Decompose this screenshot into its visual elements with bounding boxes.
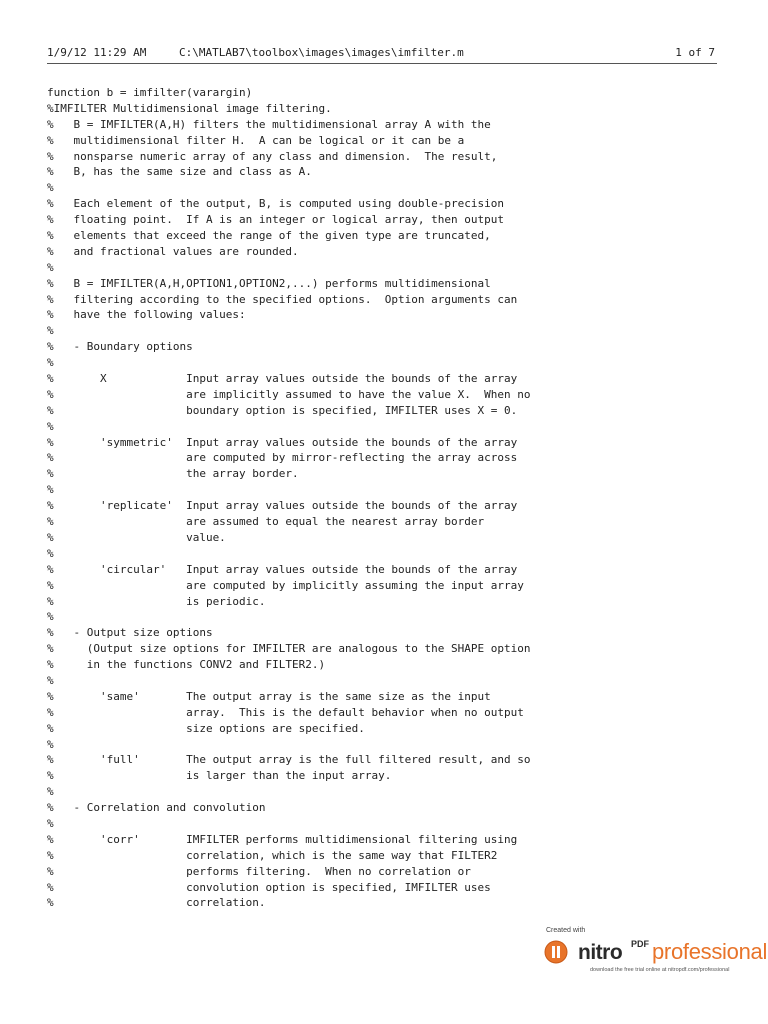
code-line: % (Output size options for IMFILTER are analogous to the SHAPE option — [47, 642, 531, 656]
code-line: % elements that exceed the range of the given type are truncated, — [47, 229, 491, 243]
code-line: % 'same' The output array is the same size as the input — [47, 689, 491, 703]
code-line: % B, has the same size and class as A. — [47, 165, 312, 179]
code-line: % 'corr' IMFILTER performs multidimensional filtering using — [47, 832, 518, 846]
header-file-path: C:\MATLAB7\toolbox\images\images\imfilter.m — [179, 46, 464, 59]
code-line: % array. This is the default behavior when no output — [47, 705, 524, 719]
code-line: % in the functions CONV2 and FILTER2.) — [47, 658, 326, 672]
code-line: function b = imfilter(varargin) — [47, 86, 253, 99]
code-line: % — [47, 610, 54, 624]
code-listing — [47, 85, 727, 911]
code-line: % have the following values: — [47, 308, 246, 322]
page-header — [47, 46, 715, 62]
code-line: % — [47, 356, 54, 370]
code-line: % size options are specified. — [47, 721, 365, 735]
code-line: % — [47, 324, 54, 338]
code-line: % performs filtering. When no correlation or — [47, 864, 471, 878]
code-line: % is periodic. — [47, 594, 266, 608]
code-line: % — [47, 816, 54, 830]
nitro-watermark — [544, 926, 766, 978]
code-line: % — [47, 785, 54, 799]
code-line: % - Boundary options — [47, 340, 193, 354]
code-line: % - Output size options — [47, 626, 213, 640]
header-page-number: 1 of 7 — [675, 46, 715, 59]
code-line: % value. — [47, 530, 226, 544]
code-line: % is larger than the input array. — [47, 769, 392, 783]
code-line: % B = IMFILTER(A,H,OPTION1,OPTION2,...) performs multidimensional — [47, 276, 491, 290]
nitro-professional-text: professional — [652, 939, 768, 964]
code-line: % - Correlation and convolution — [47, 801, 266, 815]
code-line: % correlation. — [47, 896, 266, 910]
code-line: % filtering according to the specified options. Option arguments can — [47, 292, 518, 306]
code-line: % 'circular' Input array values outside the bounds of the array — [47, 562, 518, 576]
code-line: % multidimensional filter H. A can be logical or it can be a — [47, 133, 465, 147]
code-line: %IMFILTER Multidimensional image filtering. — [47, 101, 332, 115]
code-line: % — [47, 181, 54, 195]
code-line: % correlation, which is the same way that FILTER2 — [47, 848, 498, 862]
code-line: % convolution option is specified, IMFILTER uses — [47, 880, 491, 894]
header-divider — [47, 63, 717, 64]
code-line: % 'full' The output array is the full filtered result, and so — [47, 753, 531, 767]
code-line: % floating point. If A is an integer or logical array, then output — [47, 213, 504, 227]
header-date: 1/9/12 11:29 AM — [47, 46, 147, 59]
nitro-brand-text: nitro — [578, 941, 623, 964]
nitro-pdf-superscript: PDF — [631, 939, 649, 949]
code-line: % — [47, 260, 54, 274]
code-line: % X Input array values outside the bounds of the array — [47, 372, 518, 386]
code-line: % B = IMFILTER(A,H) filters the multidimensional array A with the — [47, 117, 491, 131]
code-line: % — [47, 483, 54, 497]
code-line: % are assumed to equal the nearest array border — [47, 515, 485, 529]
code-line: % Each element of the output, B, is computed using double-precision — [47, 197, 504, 211]
code-line: % nonsparse numeric array of any class and dimension. The result, — [47, 149, 498, 163]
code-line: % — [47, 673, 54, 687]
created-with-label: Created with — [546, 927, 586, 934]
code-line: % — [47, 737, 54, 751]
code-line: % 'replicate' Input array values outside the bounds of the array — [47, 499, 518, 513]
nitro-logo-icon — [544, 940, 568, 964]
code-line: % the array border. — [47, 467, 299, 481]
code-line: % are computed by mirror-reflecting the array across — [47, 451, 518, 465]
code-line: % boundary option is specified, IMFILTER uses X = 0. — [47, 403, 518, 417]
nitro-trial-text: download the free trial online at nitropdf.com/professional — [590, 967, 730, 973]
code-line: % are computed by implicitly assuming the input array — [47, 578, 524, 592]
code-line: % are implicitly assumed to have the value X. When no — [47, 387, 531, 401]
code-line: % 'symmetric' Input array values outside the bounds of the array — [47, 435, 518, 449]
code-line: % — [47, 546, 54, 560]
code-line: % and fractional values are rounded. — [47, 244, 299, 258]
code-line: % — [47, 419, 54, 433]
